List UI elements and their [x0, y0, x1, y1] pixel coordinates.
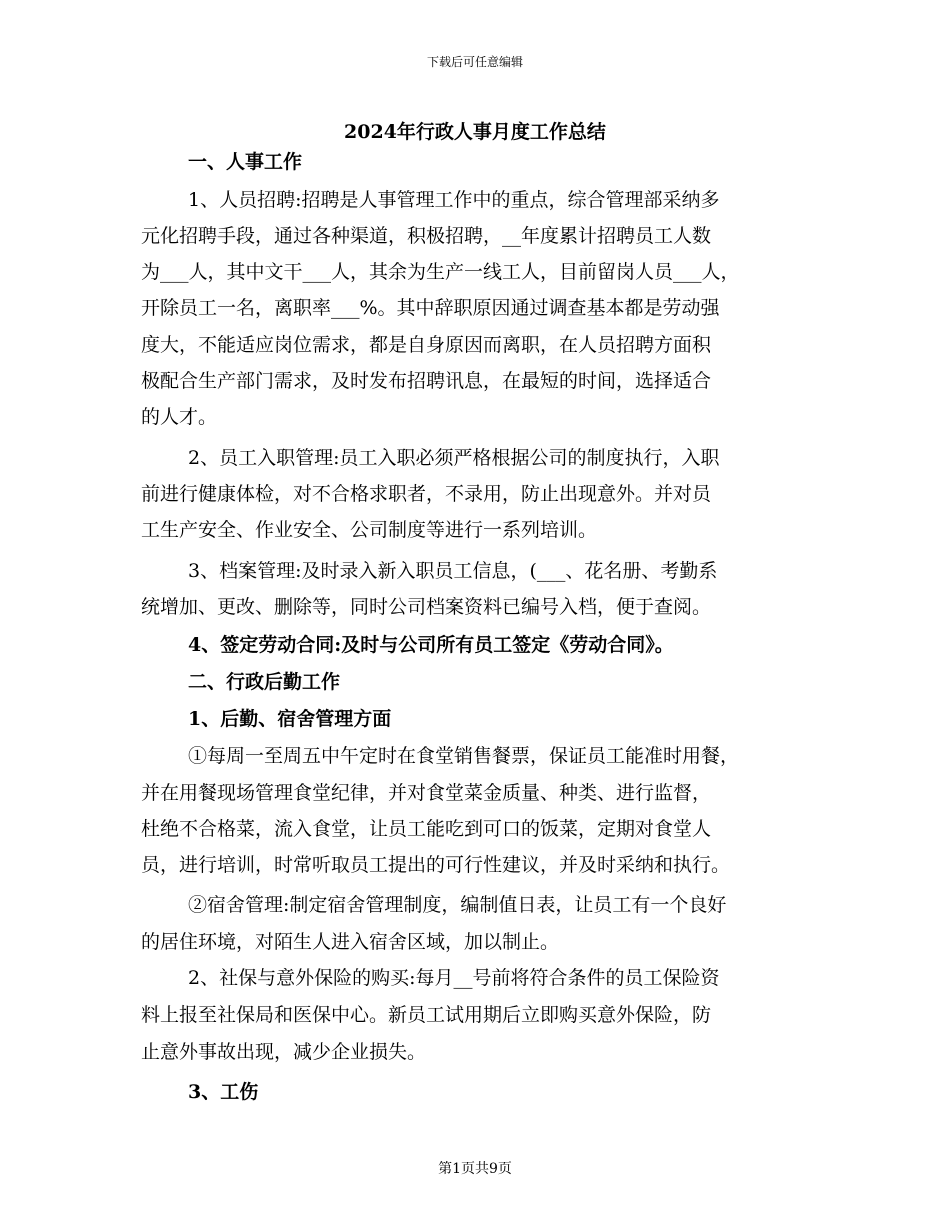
section-heading: 一、人事工作	[188, 151, 303, 173]
paragraph-line: 前进行健康体检，对不合格求职者，不录用，防止出现意外。并对员	[141, 483, 712, 505]
section-heading: 二、行政后勤工作	[188, 671, 341, 693]
paragraph-line: 3、档案管理:及时录入新入职员工信息，(___、花名册、考勤系	[188, 560, 718, 582]
paragraph-line: 员，进行培训，时常听取员工提出的可行性建议，并及时采纳和执行。	[141, 854, 731, 876]
section-heading: 1、后勤、宿舍管理方面	[188, 708, 392, 730]
paragraph-line: 杜绝不合格菜，流入食堂，让员工能吃到可口的饭菜，定期对食堂人	[141, 818, 712, 840]
paragraph-line: 2、社保与意外保险的购买:每月__号前将符合条件的员工保险资	[188, 967, 720, 989]
paragraph-line: 开除员工一名，离职率___%。其中辞职原因通过调查基本都是劳动强	[141, 297, 720, 319]
page-header: 下载后可任意编辑	[426, 55, 523, 69]
paragraph-line: 料上报至社保局和医保中心。新员工试用期后立即购买意外保险，防	[141, 1004, 712, 1026]
page-footer: 第1页共9页	[438, 1161, 512, 1177]
paragraph-line: 并在用餐现场管理食堂纪律，并对食堂菜金质量、种类、进行监督，	[141, 782, 712, 804]
paragraph-line: 2、员工入职管理:员工入职必须严格根据公司的制度执行，入职	[188, 447, 720, 469]
document-title: 2024年行政人事月度工作总结	[344, 121, 606, 143]
paragraph-line: 工生产安全、作业安全、公司制度等进行一系列培训。	[141, 519, 598, 541]
paragraph-line: 1、人员招聘:招聘是人事管理工作中的重点，综合管理部采纳多	[188, 189, 720, 211]
paragraph-line: 度大，不能适应岗位需求，都是自身原因而离职，在人员招聘方面积	[141, 334, 712, 356]
paragraph-line: 元化招聘手段，通过各种渠道，积极招聘，__年度累计招聘员工人数	[141, 225, 712, 247]
paragraph-line: 的人才。	[141, 406, 218, 428]
paragraph-line: 为___人，其中文干___人，其余为生产一线工人，目前留岗人员___人，	[141, 261, 740, 283]
paragraph-line: 统增加、更改、删除等，同时公司档案资料已编号入档，便于查阅。	[141, 596, 712, 618]
section-heading: 4、签定劳动合同:及时与公司所有员工签定《劳动合同》。	[188, 634, 674, 656]
paragraph-line: 的居住环境，对陌生人进入宿舍区域，加以制止。	[141, 931, 560, 953]
paragraph-line: 极配合生产部门需求，及时发布招聘讯息，在最短的时间，选择适合	[141, 370, 712, 392]
paragraph-line: ②宿舍管理:制定宿舍管理制度，编制值日表，让员工有一个良好	[188, 894, 727, 916]
paragraph-line: 止意外事故出现，减少企业损失。	[141, 1041, 427, 1063]
paragraph-line: ①每周一至周五中午定时在食堂销售餐票，保证员工能准时用餐，	[188, 745, 740, 767]
section-heading: 3、工伤	[188, 1081, 259, 1103]
